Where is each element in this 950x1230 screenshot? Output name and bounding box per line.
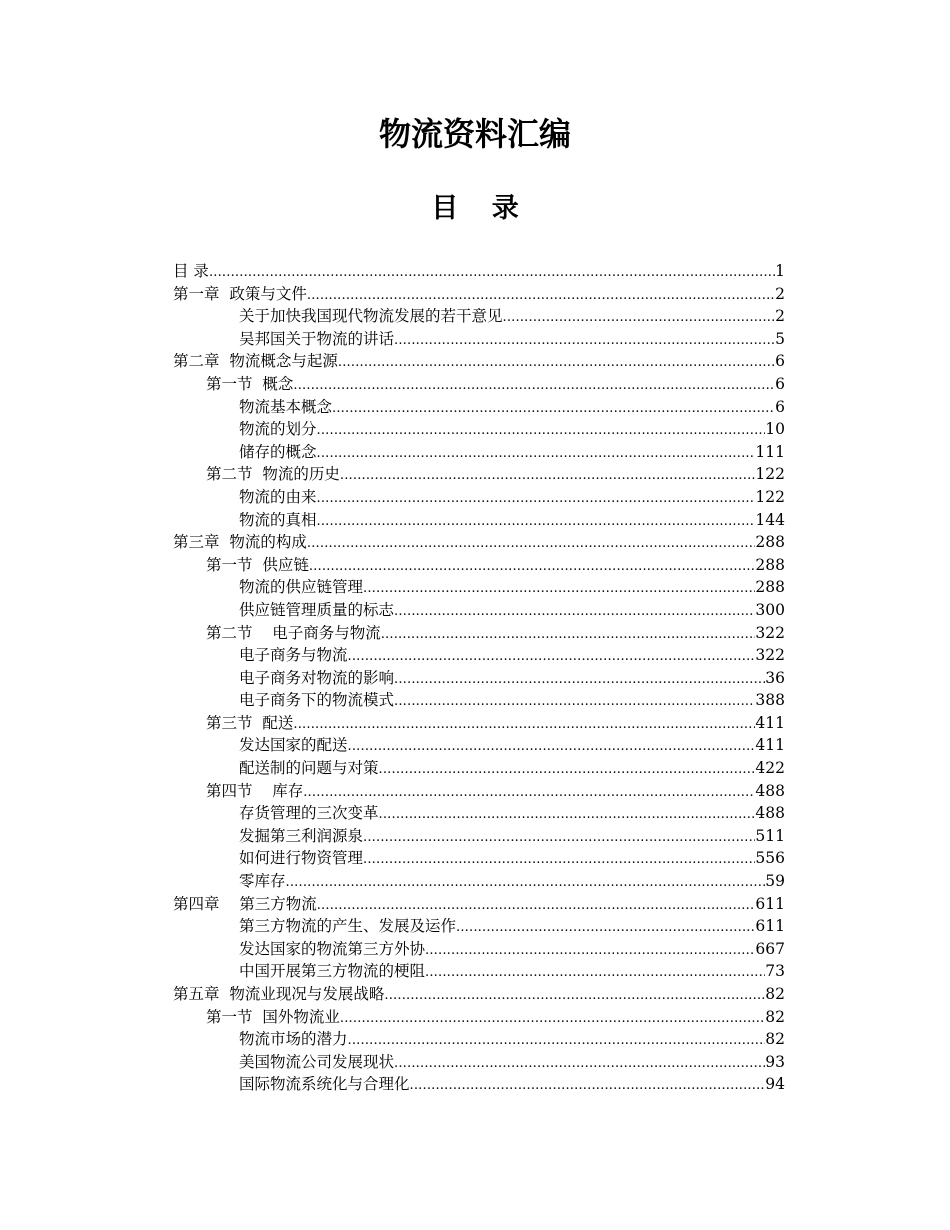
- dot-leader: [307, 531, 756, 556]
- dot-leader: [293, 712, 755, 737]
- dot-leader: [394, 599, 755, 624]
- toc-entry[interactable]: [173, 260, 785, 283]
- toc-entry[interactable]: [173, 938, 785, 961]
- toc-entry-page-number: 122: [755, 487, 785, 506]
- toc-entry-page-number: 388: [755, 691, 785, 710]
- dot-leader: [394, 689, 755, 714]
- toc-entry-page-number: 611: [755, 917, 785, 936]
- toc-entry-page-number: 73: [765, 962, 785, 981]
- toc-entry[interactable]: [173, 531, 785, 554]
- toc-entry-page-number: 300: [755, 600, 785, 619]
- dot-leader: [309, 554, 756, 579]
- dot-leader: [317, 441, 756, 466]
- toc-entry-title: 第二节 物流的历史: [206, 465, 340, 484]
- dot-leader: [381, 622, 756, 647]
- toc-entry-page-number: 82: [765, 1007, 785, 1026]
- dot-leader: [317, 418, 766, 443]
- toc-entry[interactable]: [173, 870, 785, 893]
- toc-entry-page-number: 144: [755, 510, 785, 529]
- document-title: 物流资料汇编: [378, 115, 571, 153]
- toc-entry[interactable]: [173, 622, 785, 645]
- toc-entry[interactable]: [173, 373, 785, 396]
- toc-entry-page-number: 82: [765, 1030, 785, 1049]
- toc-heading: 目 录: [431, 193, 531, 224]
- toc-entry-page-number: 111: [755, 442, 785, 461]
- toc-entry-page-number: 94: [765, 1075, 785, 1094]
- toc-entry[interactable]: [173, 509, 785, 532]
- dot-leader: [340, 1006, 765, 1031]
- toc-entry-title: 第二节 电子商务与物流: [206, 623, 381, 642]
- dot-leader: [379, 802, 756, 827]
- toc-entry-title: 第三方物流的产生、发展及运作: [239, 917, 457, 936]
- toc-entry[interactable]: [173, 780, 785, 803]
- toc-entry-page-number: 556: [755, 849, 785, 868]
- toc-entry[interactable]: [173, 441, 785, 464]
- toc-entry-title: 电子商务对物流的影响: [239, 668, 395, 687]
- toc-entry[interactable]: [173, 825, 785, 848]
- toc-entry-title: 物流的供应链管理: [239, 578, 364, 597]
- toc-entry-title: 如何进行物资管理: [239, 849, 364, 868]
- dot-leader: [456, 915, 755, 940]
- toc-entry-page-number: 5: [775, 329, 785, 348]
- toc-entry-page-number: 10: [765, 420, 785, 439]
- toc-entry-title: 物流的划分: [239, 420, 317, 439]
- toc-entry-title: 物流市场的潜力: [239, 1030, 348, 1049]
- toc-entry-title: 第四节 库存: [206, 781, 304, 800]
- toc-entry[interactable]: [173, 983, 785, 1006]
- dot-leader: [348, 734, 756, 759]
- dot-leader: [363, 847, 755, 872]
- toc-entry-title: 供应链管理质量的标志: [239, 600, 395, 619]
- toc-entry-title: 发掘第三利润源泉: [239, 826, 364, 845]
- toc-entry-page-number: 2: [775, 284, 785, 303]
- toc-entry-page-number: 122: [755, 465, 785, 484]
- toc-entry-title: 物流基本概念: [239, 397, 333, 416]
- toc-entry-title: 第一章 政策与文件: [173, 284, 307, 303]
- toc-entry[interactable]: [173, 1028, 785, 1051]
- toc-entry[interactable]: [173, 915, 785, 938]
- dot-leader: [348, 1028, 766, 1053]
- toc-entry[interactable]: [173, 802, 785, 825]
- toc-entry-page-number: 59: [765, 872, 785, 891]
- toc-entry-page-number: 288: [755, 533, 785, 552]
- toc-entry-title: 第一节 供应链: [206, 555, 309, 574]
- dot-leader: [425, 960, 765, 985]
- toc-entry-title: 配送制的问题与对策: [239, 759, 379, 778]
- dot-leader: [410, 1073, 766, 1098]
- toc-entry[interactable]: [173, 350, 785, 373]
- dot-leader: [425, 938, 755, 963]
- toc-entry-title: 零库存: [239, 872, 286, 891]
- toc-entry-title: 关于加快我国现代物流发展的若干意见: [239, 307, 503, 326]
- toc-entry[interactable]: [173, 1073, 785, 1096]
- dot-leader: [317, 893, 756, 918]
- dot-leader: [307, 283, 775, 308]
- toc-entry[interactable]: [173, 734, 785, 757]
- toc-entry-page-number: 411: [755, 736, 785, 755]
- toc-entry[interactable]: [173, 667, 785, 690]
- dot-leader: [293, 373, 775, 398]
- dot-leader: [384, 983, 765, 1008]
- toc-entry-page-number: 93: [765, 1052, 785, 1071]
- toc-entry-page-number: 82: [765, 985, 785, 1003]
- toc-entry-title: 第四章 第三方物流: [173, 894, 317, 913]
- toc-entry[interactable]: [173, 576, 785, 599]
- toc-entry-page-number: 488: [755, 804, 785, 823]
- toc-entry-page-number: 6: [775, 397, 785, 416]
- toc-entry-title: 吴邦国关于物流的讲话: [239, 329, 395, 348]
- toc-entry[interactable]: [173, 1006, 785, 1029]
- toc-entry-page-number: 288: [755, 578, 785, 597]
- dot-leader: [317, 486, 756, 511]
- toc-entry-title: 第二章 物流概念与起源: [173, 352, 338, 371]
- toc-entry-title: 存货管理的三次变革: [239, 804, 379, 823]
- toc-entry-title: 物流的由来: [239, 487, 317, 506]
- toc-entry-page-number: 6: [775, 374, 785, 393]
- dot-leader: [363, 825, 755, 850]
- dot-leader: [338, 350, 775, 375]
- toc-entry-title: 第一节 概念: [206, 374, 294, 393]
- toc-entry-title: 第三节 配送: [206, 713, 294, 732]
- dot-leader: [348, 644, 756, 669]
- toc-entry-title: 电子商务与物流: [239, 646, 348, 665]
- toc-entry[interactable]: [173, 893, 785, 916]
- dot-leader: [340, 463, 756, 488]
- toc-entry[interactable]: [173, 847, 785, 870]
- toc-entry[interactable]: [173, 644, 785, 667]
- toc-entry[interactable]: [173, 599, 785, 622]
- toc-entry[interactable]: [173, 1051, 785, 1074]
- toc-entry[interactable]: [173, 486, 785, 509]
- toc-entry[interactable]: [173, 689, 785, 712]
- toc-entry-title: 发达国家的配送: [239, 736, 348, 755]
- toc-entry-page-number: 322: [755, 646, 785, 665]
- dot-leader: [209, 260, 775, 285]
- toc-entry-title: 目 录: [173, 262, 209, 280]
- toc-entry-page-number: 6: [775, 352, 785, 371]
- toc-entry-title: 发达国家的物流第三方外协: [239, 939, 426, 958]
- toc-entry-page-number: 422: [755, 759, 785, 778]
- toc-entry-page-number: 2: [775, 307, 785, 326]
- toc-entry[interactable]: [173, 960, 785, 983]
- toc-entry-title: 物流的真相: [239, 510, 317, 529]
- toc-entry-title: 第五章 物流业现况与发展战略: [173, 985, 385, 1003]
- dot-leader: [379, 757, 756, 782]
- toc-entry-title: 国际物流系统化与合理化: [239, 1075, 410, 1094]
- toc-entry-page-number: 667: [755, 939, 785, 958]
- toc-entry-page-number: 1: [775, 262, 785, 280]
- toc-entry-page-number: 488: [755, 781, 785, 800]
- toc-entry[interactable]: [173, 463, 785, 486]
- dot-leader: [503, 305, 776, 330]
- toc-entry[interactable]: [173, 712, 785, 735]
- toc-entry[interactable]: [173, 283, 785, 306]
- toc-entry-title: 储存的概念: [239, 442, 317, 461]
- toc-entry[interactable]: [173, 418, 785, 441]
- toc-entry-page-number: 511: [755, 826, 785, 845]
- dot-leader: [303, 780, 755, 805]
- dot-leader: [363, 576, 755, 601]
- toc-entry[interactable]: [173, 328, 785, 351]
- toc-entry[interactable]: [173, 554, 785, 577]
- toc-entry-title: 电子商务下的物流模式: [239, 691, 395, 710]
- toc-entry-page-number: 611: [755, 894, 785, 913]
- toc-entry[interactable]: [173, 757, 785, 780]
- toc-entry-page-number: 288: [755, 555, 785, 574]
- table-of-contents: [173, 260, 785, 1096]
- toc-entry[interactable]: [173, 305, 785, 328]
- toc-entry-page-number: 411: [755, 713, 785, 732]
- toc-entry-title: 第一节 国外物流业: [206, 1007, 340, 1026]
- dot-leader: [286, 870, 766, 895]
- dot-leader: [317, 509, 756, 534]
- toc-entry-title: 中国开展第三方物流的梗阻: [239, 962, 426, 981]
- toc-entry-title: 第三章 物流的构成: [173, 533, 307, 552]
- toc-entry-title: 美国物流公司发展现状: [239, 1052, 395, 1071]
- toc-entry-page-number: 322: [755, 623, 785, 642]
- dot-leader: [394, 667, 765, 692]
- dot-leader: [332, 396, 775, 421]
- dot-leader: [394, 1051, 765, 1076]
- toc-entry[interactable]: [173, 396, 785, 419]
- toc-entry-page-number: 36: [765, 668, 785, 687]
- dot-leader: [394, 328, 775, 353]
